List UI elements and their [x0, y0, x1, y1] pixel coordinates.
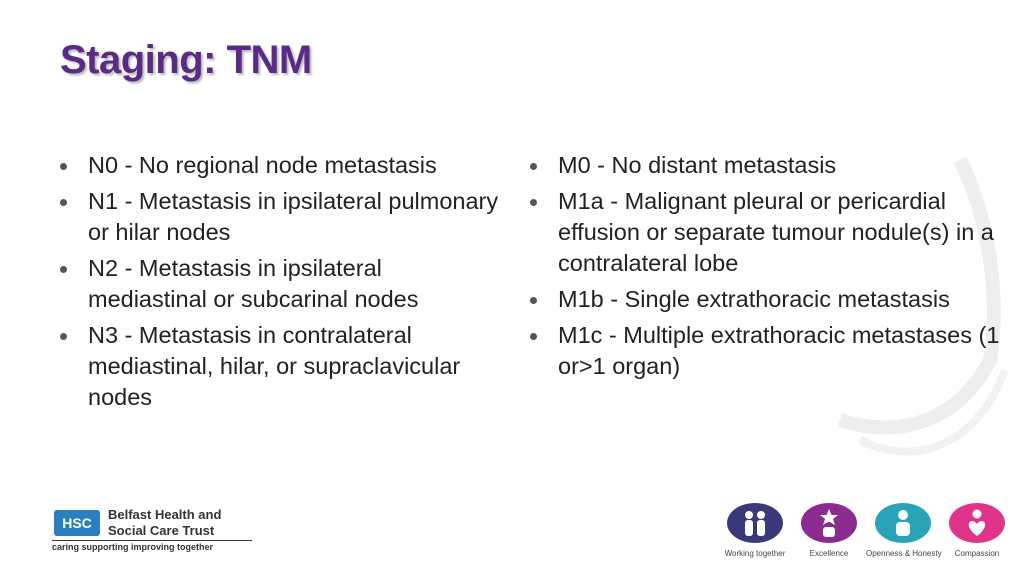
trust-name: Belfast Health and Social Care Trust: [108, 507, 222, 538]
value-excellence: [792, 503, 866, 558]
list-item-text: M1b - Single extrathoracic metastasis: [558, 286, 950, 312]
heart-person-icon: [949, 503, 1005, 543]
m-stage-list: [530, 150, 1000, 387]
list-item: [530, 320, 1000, 382]
n-stage-list: [60, 150, 500, 418]
value-label: Working together: [724, 549, 786, 558]
bullet-icon: [530, 163, 537, 170]
page-title: Staging: TNM: [60, 38, 312, 82]
value-working-together: [718, 503, 792, 558]
bullet-icon: [60, 163, 67, 170]
value-label: Excellence: [809, 549, 849, 558]
person-icon: [875, 503, 931, 543]
value-openness-honesty: [866, 503, 940, 558]
star-person-icon: [801, 503, 857, 543]
list-item-text: N1 - Metastasis in ipsilateral pulmonary or hilar nodes: [88, 188, 499, 245]
list-item-text: N2 - Metastasis in ipsilateral mediastinal or subcarinal nodes: [88, 255, 419, 312]
list-item-text: N3 - Metastasis in contralateral mediastinal, hilar, or supraclavicular nodes: [88, 322, 461, 410]
hsc-logo-icon: HSC: [54, 510, 100, 536]
trust-logo: [52, 507, 252, 557]
values-strip: [718, 503, 1008, 563]
list-item-text: M1a - Malignant pleural or pericardial effusion or separate tumour nodule(s) in a contralateral lobe: [558, 188, 994, 276]
bullet-icon: [60, 266, 67, 273]
bullet-icon: [530, 333, 537, 340]
list-item: [60, 186, 500, 248]
value-compassion: [940, 503, 1014, 558]
value-label: Compassion: [954, 549, 1000, 558]
bullet-icon: [530, 199, 537, 206]
value-label: Openness & Honesty: [866, 549, 942, 558]
list-item: [530, 284, 1000, 315]
list-item-text: N0 - No regional node metastasis: [88, 152, 437, 178]
list-item-text: M0 - No distant metastasis: [558, 152, 837, 178]
list-item: [530, 150, 1000, 181]
list-item: [60, 150, 500, 181]
list-item: [530, 186, 1000, 279]
list-item-text: M1c - Multiple extrathoracic metastases (1 or>1 organ): [558, 322, 1000, 379]
bullet-icon: [530, 297, 537, 304]
people-icon: [727, 503, 783, 543]
bullet-icon: [60, 199, 67, 206]
list-item: [60, 253, 500, 315]
trust-tagline: caring supporting improving together: [52, 540, 252, 552]
list-item: [60, 320, 500, 413]
bullet-icon: [60, 333, 67, 340]
